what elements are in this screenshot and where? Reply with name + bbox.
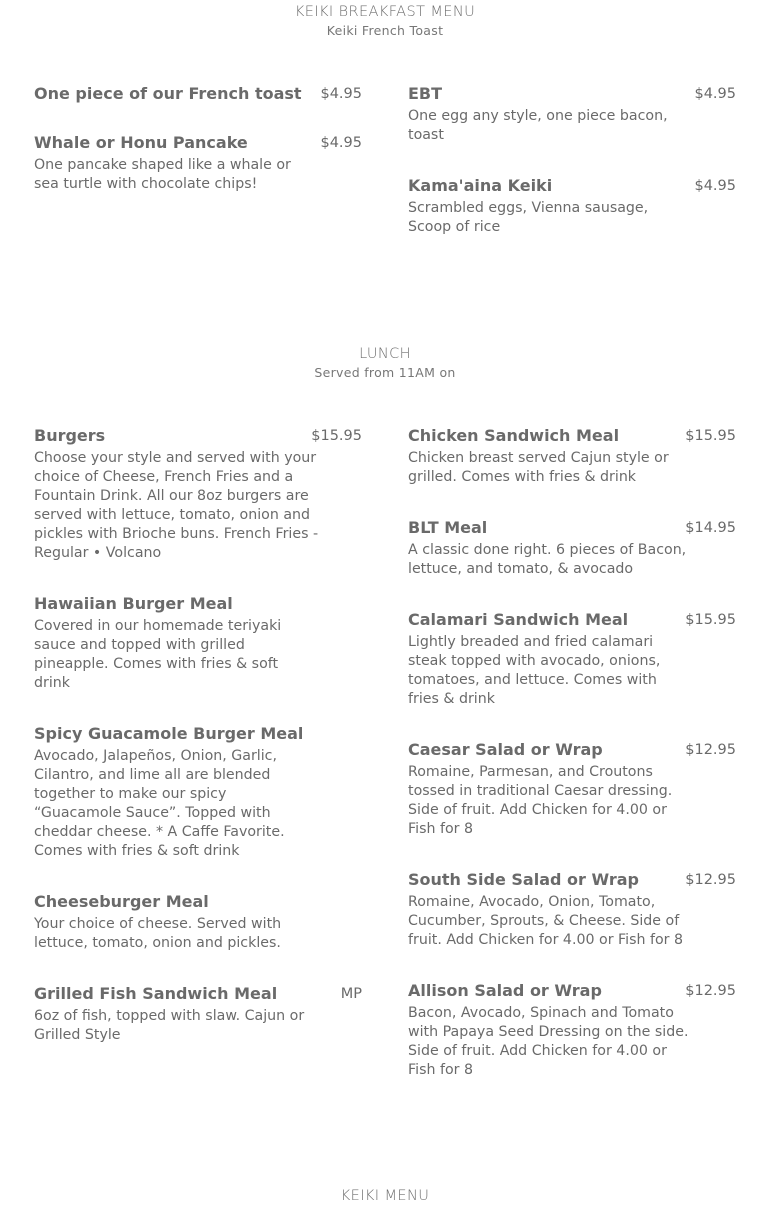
item-description: Bacon, Avocado, Spinach and Tomato with Papaya Seed Dressing on the side. Side of fruit. Add Chicken for 4.00 or Fish for 8 bbox=[408, 1005, 689, 1078]
menu-item bbox=[34, 83, 362, 105]
breakfast-header bbox=[0, 2, 770, 40]
item-price: MP bbox=[340, 986, 362, 1002]
item-description: Romaine, Avocado, Onion, Tomato, Cucumber, Sprouts, & Cheese. Side of fruit. Add Chicken for 4.00 or Fish for 8 bbox=[408, 894, 684, 948]
lunch-header bbox=[0, 344, 770, 382]
item-price: $15.95 bbox=[311, 428, 362, 444]
item-name: Kama'aina Keiki bbox=[408, 176, 553, 195]
keiki-title: KEIKI MENU bbox=[340, 1188, 430, 1204]
breakfast-subtitle: Keiki French Toast bbox=[326, 23, 444, 38]
lunch-title: LUNCH bbox=[359, 346, 411, 362]
menu-item bbox=[408, 869, 736, 950]
item-name: Allison Salad or Wrap bbox=[408, 981, 602, 1000]
menu-item bbox=[408, 517, 736, 579]
item-price: $12.95 bbox=[685, 872, 736, 888]
item-name: Whale or Honu Pancake bbox=[34, 133, 248, 152]
menu-item bbox=[408, 83, 736, 145]
item-description: Covered in our homemade teriyaki sauce and topped with grilled pineapple. Comes with fries & soft drink bbox=[34, 618, 282, 691]
item-price: $15.95 bbox=[685, 428, 736, 444]
keiki-header bbox=[0, 1186, 770, 1206]
menu-item bbox=[34, 593, 362, 693]
item-price: $4.95 bbox=[694, 178, 736, 194]
menu-item bbox=[408, 175, 736, 237]
item-name: One piece of our French toast bbox=[34, 84, 302, 103]
item-description: Avocado, Jalapeños, Onion, Garlic, Cilantro, and lime all are blended together to make our spicy “Guacamole Sauce”. Topped with cheddar cheese. * A Caffe Favorite. Comes with fries & soft drink bbox=[34, 748, 285, 859]
item-description: Romaine, Parmesan, and Croutons tossed in traditional Caesar dressing. Side of fruit. Add Chicken for 4.00 or Fish for 8 bbox=[408, 764, 673, 837]
menu-item bbox=[408, 425, 736, 487]
menu-item bbox=[408, 739, 736, 839]
item-price: $4.95 bbox=[694, 86, 736, 102]
item-name: Chicken Sandwich Meal bbox=[408, 426, 620, 445]
item-name: South Side Salad or Wrap bbox=[408, 870, 639, 889]
item-name: EBT bbox=[408, 84, 443, 103]
item-name: Hawaiian Burger Meal bbox=[34, 594, 233, 613]
item-description: Chicken breast served Cajun style or grilled. Comes with fries & drink bbox=[408, 450, 669, 485]
item-name: Cheeseburger Meal bbox=[34, 892, 209, 911]
item-description: 6oz of fish, topped with slaw. Cajun or Grilled Style bbox=[34, 1008, 305, 1043]
breakfast-title: KEIKI BREAKFAST MENU bbox=[294, 4, 476, 20]
item-price: $15.95 bbox=[685, 612, 736, 628]
item-description: Lightly breaded and fried calamari steak topped with avocado, onions, tomatoes, and lettuce. Comes with fries & drink bbox=[408, 634, 661, 707]
item-description: A classic done right. 6 pieces of Bacon, lettuce, and tomato, & avocado bbox=[408, 542, 687, 577]
lunch-subtitle: Served from 11AM on bbox=[314, 365, 456, 380]
item-price: $4.95 bbox=[320, 135, 362, 151]
item-name: Calamari Sandwich Meal bbox=[408, 610, 629, 629]
item-name: Caesar Salad or Wrap bbox=[408, 740, 603, 759]
item-name: Burgers bbox=[34, 426, 106, 445]
item-price: $14.95 bbox=[685, 520, 736, 536]
item-name: BLT Meal bbox=[408, 518, 488, 537]
menu-item bbox=[408, 609, 736, 709]
menu-item bbox=[34, 983, 362, 1045]
item-description: One egg any style, one piece bacon, toast bbox=[408, 108, 668, 143]
item-name: Grilled Fish Sandwich Meal bbox=[34, 984, 278, 1003]
item-price: $12.95 bbox=[685, 742, 736, 758]
menu-item bbox=[34, 891, 362, 953]
menu-item bbox=[34, 425, 362, 563]
item-price: $12.95 bbox=[685, 983, 736, 999]
item-name: Spicy Guacamole Burger Meal bbox=[34, 724, 304, 743]
item-price: $4.95 bbox=[320, 86, 362, 102]
item-description: Choose your style and served with your choice of Cheese, French Fries and a Fountain Drink. All our 8oz burgers are served with lettuce, tomato, onion and pickles with Brioche buns. French Fries - Regular • Volcano bbox=[34, 450, 319, 561]
item-description: One pancake shaped like a whale or sea turtle with chocolate chips! bbox=[34, 157, 291, 192]
menu-item bbox=[408, 980, 736, 1080]
item-description: Your choice of cheese. Served with lettuce, tomato, onion and pickles. bbox=[34, 916, 282, 951]
menu-item bbox=[34, 132, 362, 194]
menu-item bbox=[34, 723, 362, 861]
item-description: Scrambled eggs, Vienna sausage, Scoop of rice bbox=[408, 200, 649, 235]
